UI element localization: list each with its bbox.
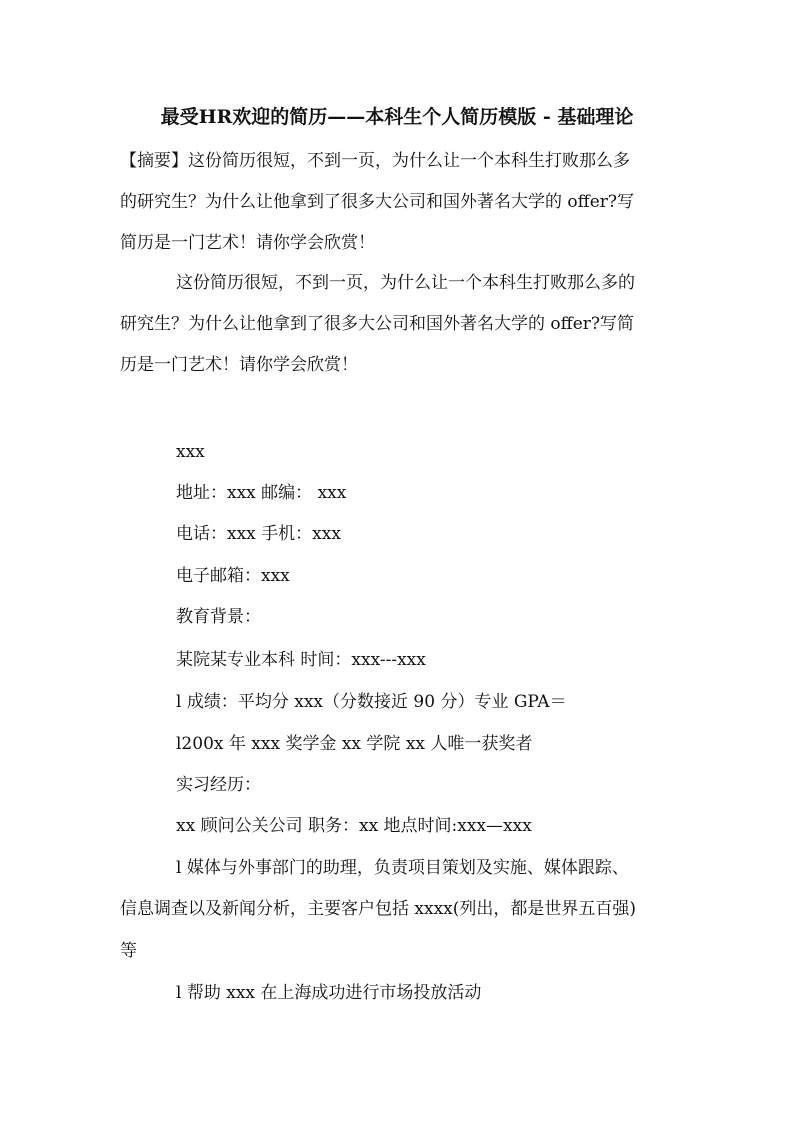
intro-line: 这份简历很短，不到一页，为什么让一个本科生打败那么多的: [176, 273, 635, 293]
intro-paragraph: [120, 263, 676, 386]
intro-line: 研究生？为什么让他拿到了很多大公司和国外著名大学的 offer?写简: [120, 314, 635, 334]
internship-company: xx 顾问公关公司 职务：xx 地点时间:xxx—xxx: [176, 816, 532, 836]
abstract-paragraph: [120, 141, 676, 264]
resume-phone: 电话：xxx 手机：xxx: [176, 524, 341, 544]
internship-heading: 实习经历：: [176, 775, 261, 795]
resume-name: xxx: [176, 442, 205, 462]
education-school: 某院某专业本科 时间：xxx---xxx: [176, 650, 426, 670]
abstract-line: 【摘要】这份简历很短，不到一页，为什么让一个本科生打败那么多: [120, 151, 630, 171]
abstract-line: 的研究生？为什么让他拿到了很多大公司和国外著名大学的 offer?写: [120, 192, 635, 212]
education-grades: l 成绩：平均分 xxx（分数接近 90 分）专业 GPA＝: [176, 692, 567, 712]
internship-duty-line: l 媒体与外事部门的助理，负责项目策划及实施、媒体跟踪、: [176, 858, 629, 878]
internship-duty-line: 信息调查以及新闻分析，主要客户包括 xxxx(列出，都是世界五百强): [120, 899, 637, 919]
education-award: l200x 年 xxx 奖学金 xx 学院 xx 人唯一获奖者: [176, 734, 533, 754]
resume-address: 地址：xxx 邮编： xxx: [176, 483, 347, 503]
resume-email: 电子邮箱：xxx: [176, 566, 290, 586]
intro-line: 历是一门艺术！请你学会欣赏！: [120, 355, 358, 375]
education-heading: 教育背景：: [176, 607, 261, 627]
internship-duty-line: 等: [120, 941, 137, 961]
abstract-line: 简历是一门艺术！请你学会欣赏！: [120, 233, 375, 253]
internship-duty-line: l 帮助 xxx 在上海成功进行市场投放活动: [176, 983, 482, 1003]
page-title: 最受HR欢迎的简历——本科生个人简历模版 - 基础理论: [160, 106, 634, 128]
